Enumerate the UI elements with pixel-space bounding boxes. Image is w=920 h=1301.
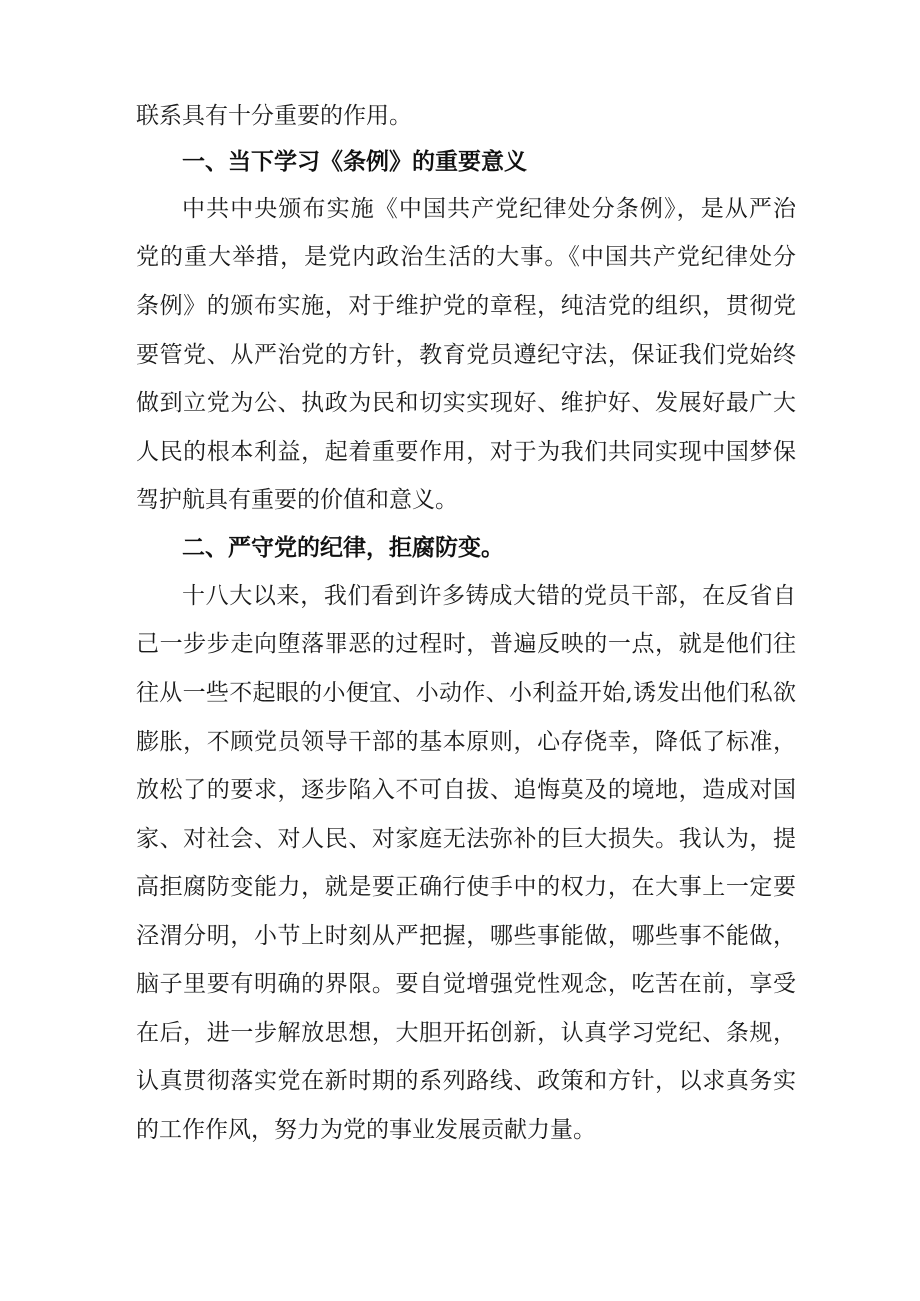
paragraph-2-line-8: 泾渭分明，小节上时刻从严把握，哪些事能做，哪些事不能做， bbox=[136, 923, 796, 949]
paragraph-2-line-7: 高拒腐防变能力，就是要正确行使手中的权力，在大事上一定要 bbox=[136, 874, 796, 900]
section-heading-1: 一、当下学习《条例》的重要意义 bbox=[182, 149, 527, 175]
paragraph-2-line-4: 膨胀，不顾党员领导干部的基本原则，心存侥幸，降低了标准， bbox=[136, 729, 796, 755]
paragraph-2-line-3: 往从一些不起眼的小便宜、小动作、小利益开始,诱发出他们私欲 bbox=[136, 680, 796, 706]
paragraph-2-line-6: 家、对社会、对人民、对家庭无法弥补的巨大损失。我认为，提 bbox=[136, 826, 796, 852]
paragraph-1-line-7: 驾护航具有重要的价值和意义。 bbox=[136, 487, 458, 513]
paragraph-1-line-6: 人民的根本利益，起着重要作用，对于为我们共同实现中国梦保 bbox=[136, 439, 796, 465]
paragraph-2-line-5: 放松了的要求，逐步陷入不可自拔、追悔莫及的境地，造成对国 bbox=[136, 777, 796, 803]
paragraph-1-line-3: 条例》的颁布实施，对于维护党的章程，纯洁党的组织，贯彻党 bbox=[136, 293, 796, 319]
section-heading-2: 二、严守党的纪律，拒腐防变。 bbox=[182, 535, 504, 561]
paragraph-2-line-2: 己一步步走向堕落罪恶的过程时，普遍反映的一点，就是他们往 bbox=[136, 631, 796, 657]
paragraph-2-line-11: 认真贯彻落实党在新时期的系列路线、政策和方针，以求真务实 bbox=[136, 1068, 796, 1094]
paragraph-2-line-12: 的工作作风，努力为党的事业发展贡献力量。 bbox=[136, 1117, 596, 1143]
paragraph-1-line-5: 做到立党为公、执政为民和切实实现好、维护好、发展好最广大 bbox=[136, 390, 796, 416]
paragraph-1-line-1: 中共中央颁布实施《中国共产党纪律处分条例》，是从严治 bbox=[182, 196, 796, 222]
paragraph-2-line-9: 脑子里要有明确的界限。要自觉增强党性观念，吃苦在前，享受 bbox=[136, 971, 796, 997]
paragraph-1-line-4: 要管党、从严治党的方针，教育党员遵纪守法，保证我们党始终 bbox=[136, 342, 796, 368]
paragraph-1-line-2: 党的重大举措，是党内政治生活的大事。《中国共产党纪律处分 bbox=[136, 244, 796, 270]
paragraph-continuation-line: 联系具有十分重要的作用。 bbox=[136, 103, 412, 129]
paragraph-2-line-1: 十八大以来，我们看到许多铸成大错的党员干部，在反省自 bbox=[182, 583, 796, 609]
paragraph-2-line-10: 在后，进一步解放思想，大胆开拓创新，认真学习党纪、条规， bbox=[136, 1020, 796, 1046]
